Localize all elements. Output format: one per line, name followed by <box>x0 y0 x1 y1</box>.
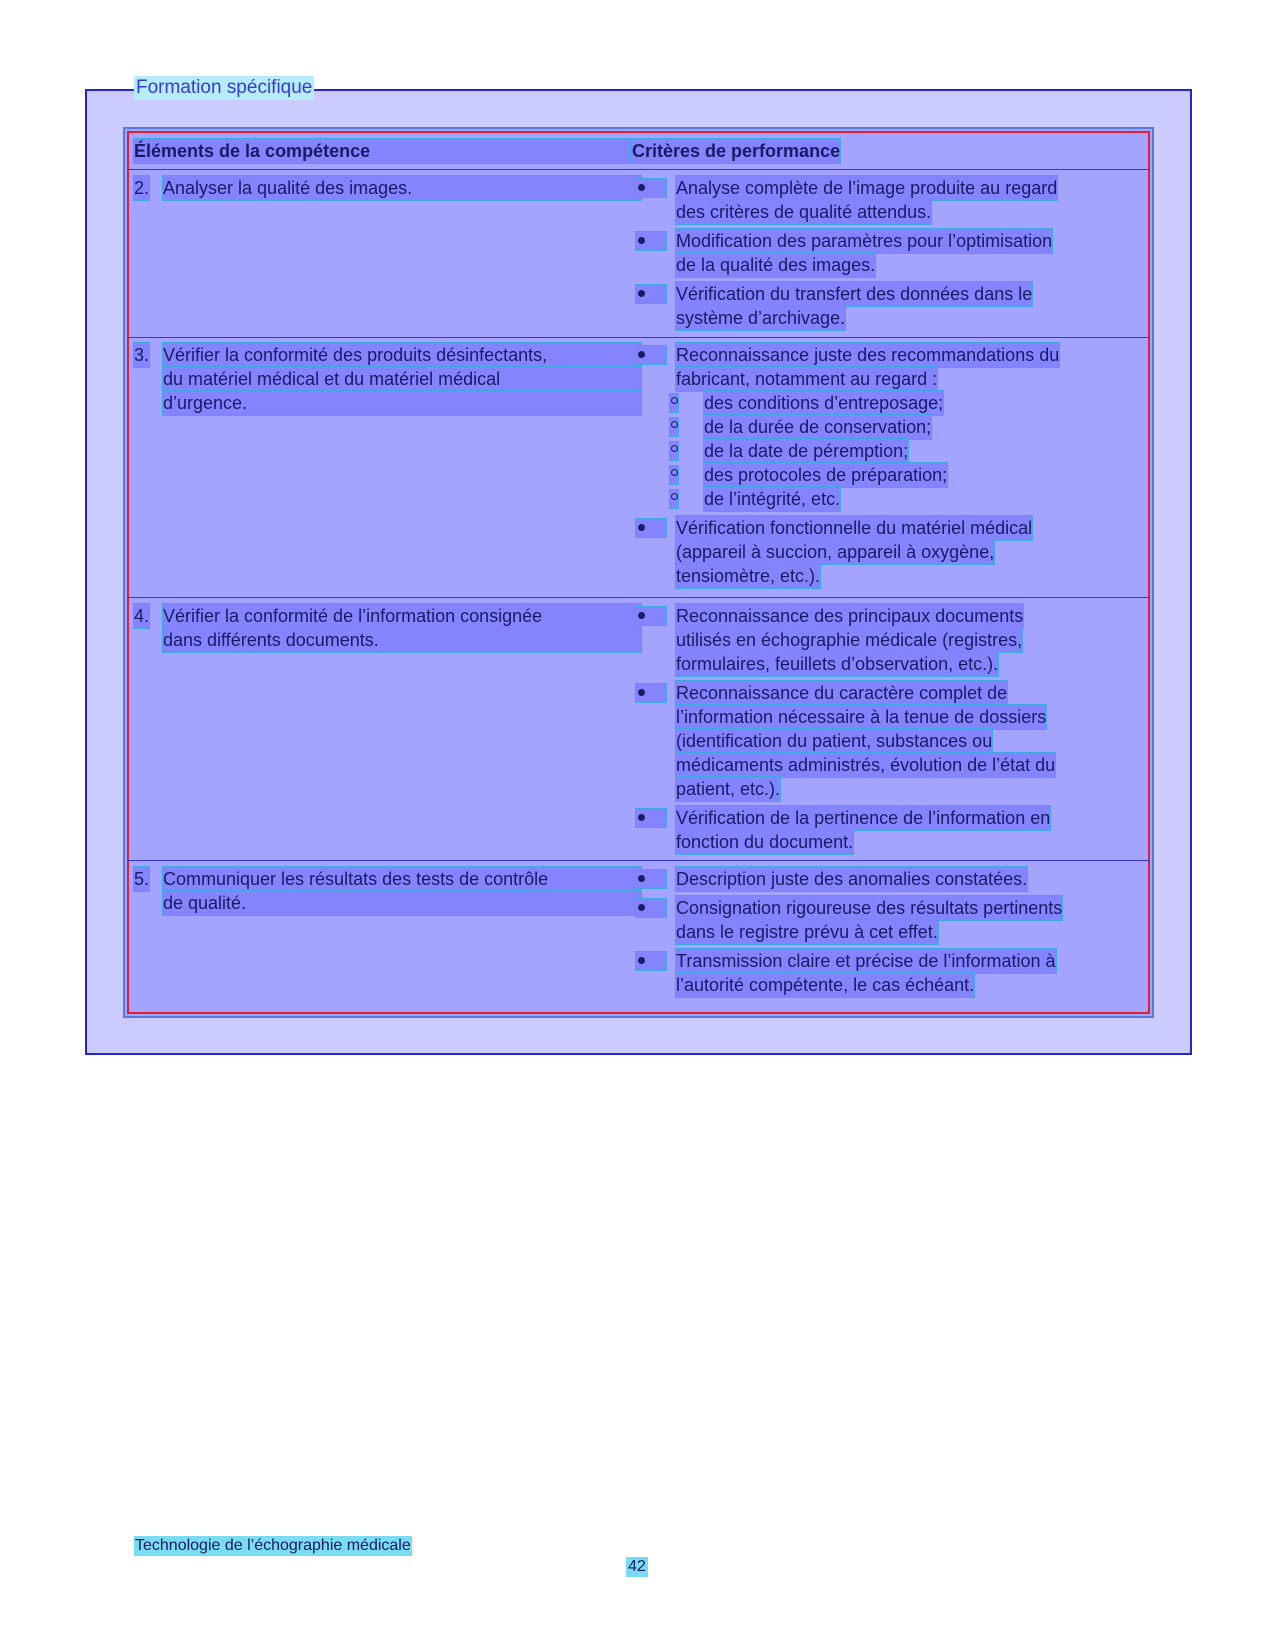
bullet-icon <box>636 346 666 364</box>
footer-title: Technologie de l’échographie médicale <box>135 1537 411 1554</box>
criterion-text-line: des critères de qualité attendus. <box>676 202 932 222</box>
sub-bullet-icon <box>670 490 678 508</box>
criterion-text-line: système d’archivage. <box>676 308 846 328</box>
bullet-icon <box>636 285 666 303</box>
row-divider <box>127 860 1150 861</box>
element-text-line: de qualité. <box>163 891 641 915</box>
sub-criterion-text: des conditions d’entreposage; <box>704 393 944 413</box>
element-text-line: Communiquer les résultats des tests de contrôle <box>163 867 641 891</box>
page-number: 42 <box>628 1558 646 1575</box>
bullet-icon <box>636 809 666 827</box>
criterion-text-line: fabricant, notamment au regard : <box>676 369 938 389</box>
bullet-icon <box>636 519 666 537</box>
criterion-text-line: Consignation rigoureuse des résultats pertinents <box>676 898 1063 918</box>
row-divider <box>127 337 1150 338</box>
criterion-text-line: Analyse complète de l’image produite au regard <box>676 178 1058 198</box>
criterion-text-line: Description juste des anomalies constatées. <box>676 869 1028 889</box>
element-number: 3. <box>134 345 150 365</box>
sub-criterion-text: de la durée de conservation; <box>704 417 932 437</box>
criterion-text-line: fonction du document. <box>676 832 854 852</box>
criterion-text-line: l’autorité compétente, le cas échéant. <box>676 975 975 995</box>
element-text-line: Vérifier la conformité de l’information consignée <box>163 604 641 628</box>
sub-bullet-icon <box>670 442 678 460</box>
bullet-icon <box>636 232 666 250</box>
criterion-text-line: l’information nécessaire à la tenue de dossiers <box>676 707 1047 727</box>
sub-bullet-icon <box>670 394 678 412</box>
criterion-text-line: Reconnaissance juste des recommandations du <box>676 345 1060 365</box>
criterion-text-line: patient, etc.). <box>676 779 781 799</box>
element-text-line: d’urgence. <box>163 391 641 415</box>
bullet-icon <box>636 952 666 970</box>
criterion-text-line: Reconnaissance des principaux documents <box>676 606 1024 626</box>
element-text-line: Analyser la qualité des images. <box>163 176 641 200</box>
sub-bullet-icon <box>670 418 678 436</box>
element-number: 5. <box>134 869 150 889</box>
criterion-text-line: tensiomètre, etc.). <box>676 566 821 586</box>
sub-criterion-text: de l’intégrité, etc. <box>704 489 841 509</box>
row-divider <box>127 169 1150 170</box>
criterion-text-line: Reconnaissance du caractère complet de <box>676 683 1008 703</box>
criterion-text-line: médicaments administrés, évolution de l’état du <box>676 755 1056 775</box>
element-text-line: du matériel médical et du matériel médical <box>163 367 641 391</box>
sub-criterion-text: des protocoles de préparation; <box>704 465 948 485</box>
bullet-icon <box>636 684 666 702</box>
bullet-icon <box>636 607 666 625</box>
criterion-text-line: de la qualité des images. <box>676 255 876 275</box>
sub-criterion-text: de la date de péremption; <box>704 441 909 461</box>
criterion-text-line: Transmission claire et précise de l’information à <box>676 951 1056 971</box>
criterion-text-line: Vérification du transfert des données dans le <box>676 284 1033 304</box>
criterion-text-line: (appareil à succion, appareil à oxygène, <box>676 542 995 562</box>
element-text-line: Vérifier la conformité des produits désinfectants, <box>163 343 641 367</box>
element-number: 2. <box>134 178 150 198</box>
criterion-text-line: formulaires, feuillets d’observation, etc.). <box>676 654 999 674</box>
bullet-icon <box>636 870 666 888</box>
column-header-elements: Éléments de la compétence <box>134 139 630 163</box>
criterion-text-line: (identification du patient, substances ou <box>676 731 993 751</box>
criterion-text-line: dans le registre prévu à cet effet. <box>676 922 938 942</box>
bullet-icon <box>636 899 666 917</box>
criterion-text-line: utilisés en échographie médicale (registres, <box>676 630 1023 650</box>
element-text-line: dans différents documents. <box>163 628 641 652</box>
element-number: 4. <box>134 606 150 626</box>
sub-bullet-icon <box>670 466 678 484</box>
column-header-criteria: Critères de performance <box>632 141 841 161</box>
criterion-text-line: Modification des paramètres pour l’optimisation <box>676 231 1053 251</box>
bullet-icon <box>636 179 666 197</box>
section-header: Formation spécifique <box>136 77 313 98</box>
criterion-text-line: Vérification fonctionnelle du matériel médical <box>676 518 1033 538</box>
row-divider <box>127 597 1150 598</box>
criterion-text-line: Vérification de la pertinence de l’information en <box>676 808 1051 828</box>
